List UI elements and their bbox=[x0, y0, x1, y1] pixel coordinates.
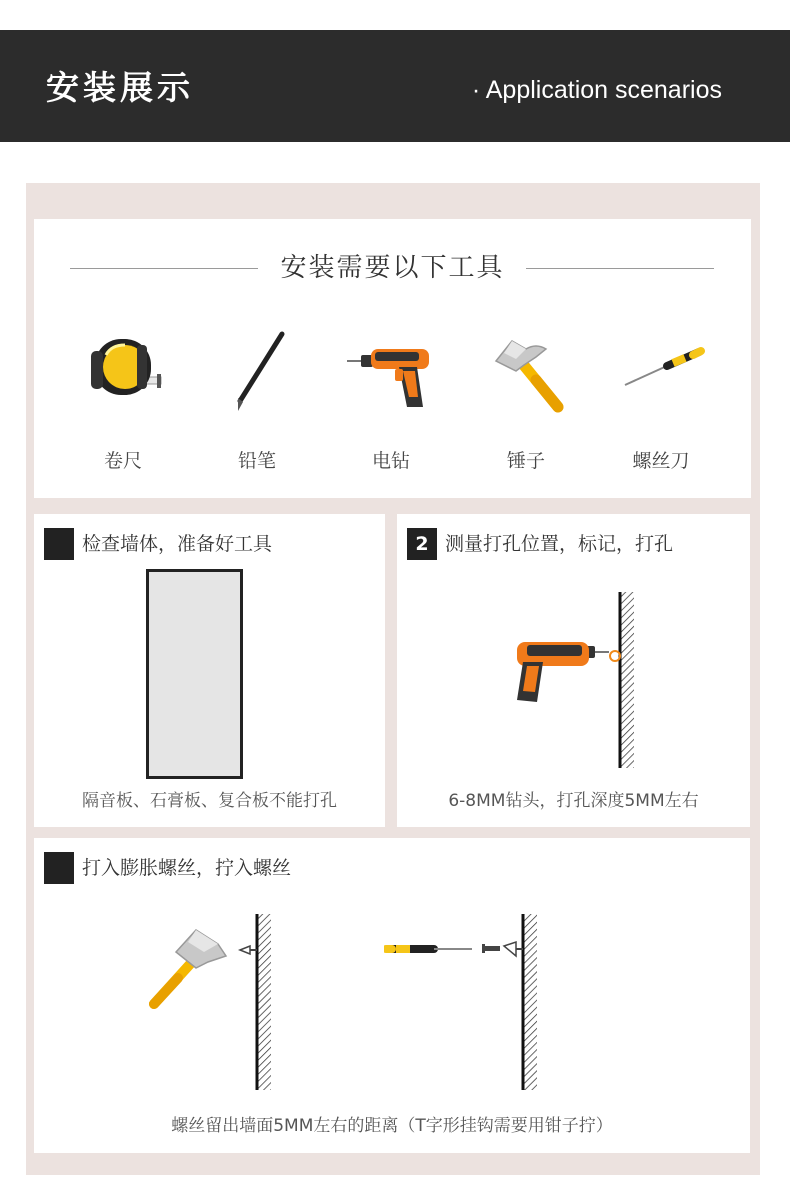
step-card-3 bbox=[34, 838, 750, 1153]
tool-electric-drill bbox=[326, 319, 456, 472]
tool-label: 电钻 bbox=[371, 450, 410, 472]
tool-label: 螺丝刀 bbox=[632, 450, 690, 472]
divider-right bbox=[526, 268, 714, 269]
tools-card bbox=[34, 219, 751, 498]
step-title: 检查墙体，准备好工具 bbox=[82, 533, 273, 555]
tool-hammer bbox=[461, 319, 591, 472]
tool-label: 锤子 bbox=[506, 450, 545, 472]
screwdriver-wall-illustration bbox=[384, 912, 544, 1092]
header-title: 安装展示 bbox=[46, 68, 194, 107]
screwdriver-icon bbox=[611, 319, 711, 419]
hammer-icon bbox=[476, 319, 576, 419]
step-caption: 6-8MM钻头，打孔深度5MM左右 bbox=[448, 791, 699, 811]
step-number-badge bbox=[44, 528, 74, 560]
header-subtitle: · Application scenarios bbox=[471, 76, 722, 104]
tool-tape-measure bbox=[58, 319, 188, 472]
step-title: 测量打孔位置，标记，打孔 bbox=[445, 533, 674, 555]
hammer-wall-illustration bbox=[144, 912, 284, 1092]
step-number-badge bbox=[44, 852, 74, 884]
tool-label: 铅笔 bbox=[237, 450, 276, 472]
step-title: 打入膨胀螺丝，拧入螺丝 bbox=[82, 857, 292, 879]
tool-label: 卷尺 bbox=[103, 450, 142, 472]
step-card-2 bbox=[397, 514, 750, 827]
electric-drill-icon bbox=[341, 319, 441, 419]
tools-title-row bbox=[34, 249, 751, 289]
page-header bbox=[0, 30, 790, 142]
drill-wall-illustration bbox=[507, 590, 647, 770]
step-number-badge: 2 bbox=[407, 528, 437, 560]
wall-board-illustration bbox=[146, 569, 243, 779]
tool-pencil bbox=[192, 319, 322, 472]
tool-screwdriver bbox=[596, 319, 726, 472]
step-caption: 螺丝留出墙面5MM左右的距离（T字形挂钩需要用钳子拧） bbox=[171, 1116, 613, 1136]
step-caption: 隔音板、石膏板、复合板不能打孔 bbox=[82, 791, 337, 811]
tape-measure-icon bbox=[73, 319, 173, 419]
pencil-icon bbox=[207, 319, 307, 419]
tools-title: 安装需要以下工具 bbox=[280, 253, 505, 283]
step-card-1 bbox=[34, 514, 385, 827]
